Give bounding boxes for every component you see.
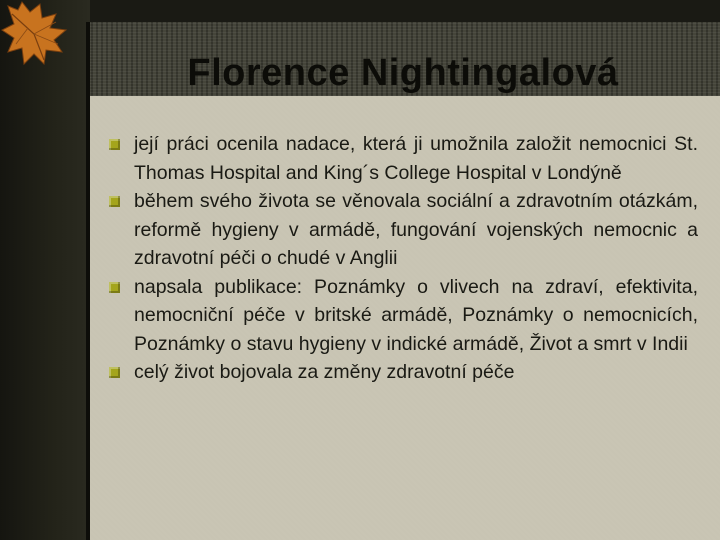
bullet-text: celý život bojovala za změny zdravotní péče — [134, 361, 515, 383]
slide-title: Florence Nightingalová — [187, 52, 619, 94]
square-bullet-icon — [109, 196, 120, 207]
autumn-leaf-icon — [0, 0, 82, 70]
panel-edge — [86, 22, 90, 540]
left-border — [0, 0, 90, 540]
bullet-text: napsala publikace: Poznámky o vlivech na zdraví, efektivita, nemocniční péče v britské armádě, Poznámky o nemocnicích, Poznámky o stavu hygieny v indické armádě, Život a smrt v Indii — [134, 275, 698, 355]
list-item — [108, 130, 698, 187]
list-item — [108, 273, 698, 359]
top-border — [0, 0, 720, 22]
list-item — [108, 358, 698, 387]
square-bullet-icon — [109, 139, 120, 150]
square-bullet-icon — [109, 367, 120, 378]
list-item — [108, 187, 698, 273]
bullet-text: její práci ocenila nadace, která ji umožnila založit nemocnici St. Thomas Hospital and King´s College Hospital v Londýně — [134, 133, 698, 184]
bullet-list — [108, 130, 698, 387]
bullet-text: během svého života se věnovala sociální a zdravotním otázkám, reformě hygieny v armádě, fungování vojenských nemocnic a zdravotní péči o chudé v Anglii — [134, 190, 698, 269]
square-bullet-icon — [109, 282, 120, 293]
